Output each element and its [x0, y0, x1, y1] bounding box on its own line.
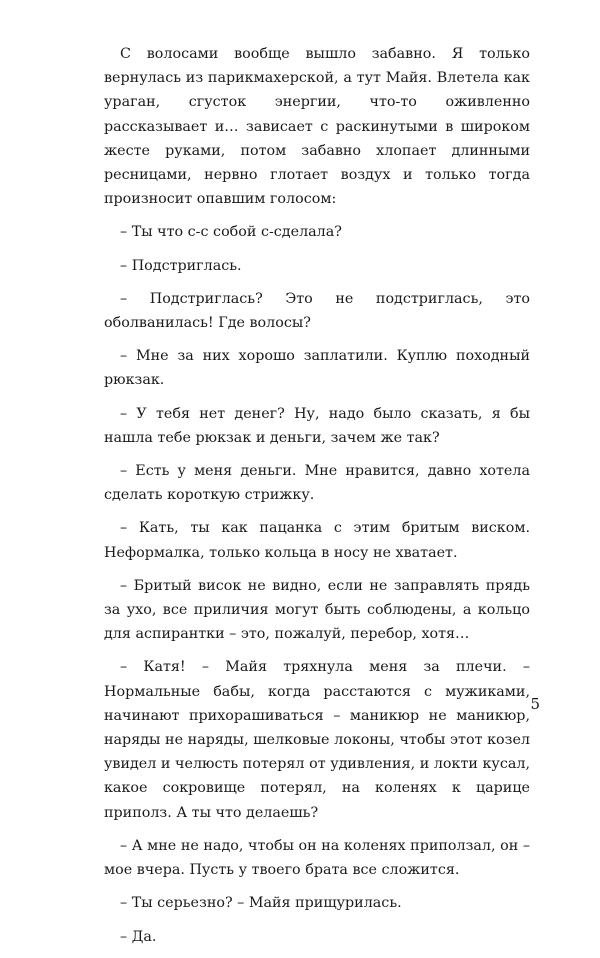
paragraph: – Бритый висок не видно, если не заправлять прядь за ухо, все приличия могут быть соблюдены, а кольцо для аспирантки – это, пожалуй, перебор, хотя… [104, 577, 530, 643]
paragraph: – Кать, ты как пацанка с этим бритым виском. Неформалка, только кольца в носу не хватает. [104, 520, 530, 561]
paragraph: – Подстриглась? Это не подстриглась, это оболванилась! Где волосы? [104, 290, 530, 332]
paragraph: – Ты что с-с собой с-сделала? [120, 224, 342, 241]
paragraph: – У тебя нет денег? Ну, надо было сказать, я бы нашла тебе рюкзак и деньги, зачем же так? [104, 405, 530, 446]
paragraph: – Есть у меня деньги. Мне нравится, давно хотела сделать короткую стрижку. [104, 463, 530, 504]
paragraph: – Мне за них хорошо заплатили. Куплю походный рюкзак. [104, 348, 530, 389]
paragraph: С волосами вообще вышло забавно. Я только вернулась из парикмахерской, а тут Майя. Влетела как ураган, сгусток энергии, что-то оживленно рассказывает и… зависает с раскинутыми в широком жесте руками, потом забавно хлопает длинными ресницами, нервно глотает воздух и только тогда произносит опавшим голосом: [104, 46, 530, 208]
paragraph: – Да. [120, 928, 157, 945]
page-text [104, 42, 530, 958]
paragraph: – А мне не надо, чтобы он на коленях приползал, он – мое вчера. Пусть у твоего брата все сложится. [104, 837, 530, 879]
page-number: 5 [530, 695, 540, 713]
paragraph: – Катя! – Майя тряхнула меня за плечи. – Нормальные бабы, когда расстаются с мужиками, начинают прихорашиваться – маникюр не маникюр, наряды не наряды, шелковые локоны, чтобы этот козел увидел и челюсть потерял от удивления, и локти кусал, какое сокровище потерял, на коленях к царице приполз. А ты что делаешь? [104, 659, 530, 821]
paragraph: – Ты серьезно? – Майя прищурилась. [120, 895, 402, 912]
paragraph: – Подстриглась. [120, 257, 242, 274]
